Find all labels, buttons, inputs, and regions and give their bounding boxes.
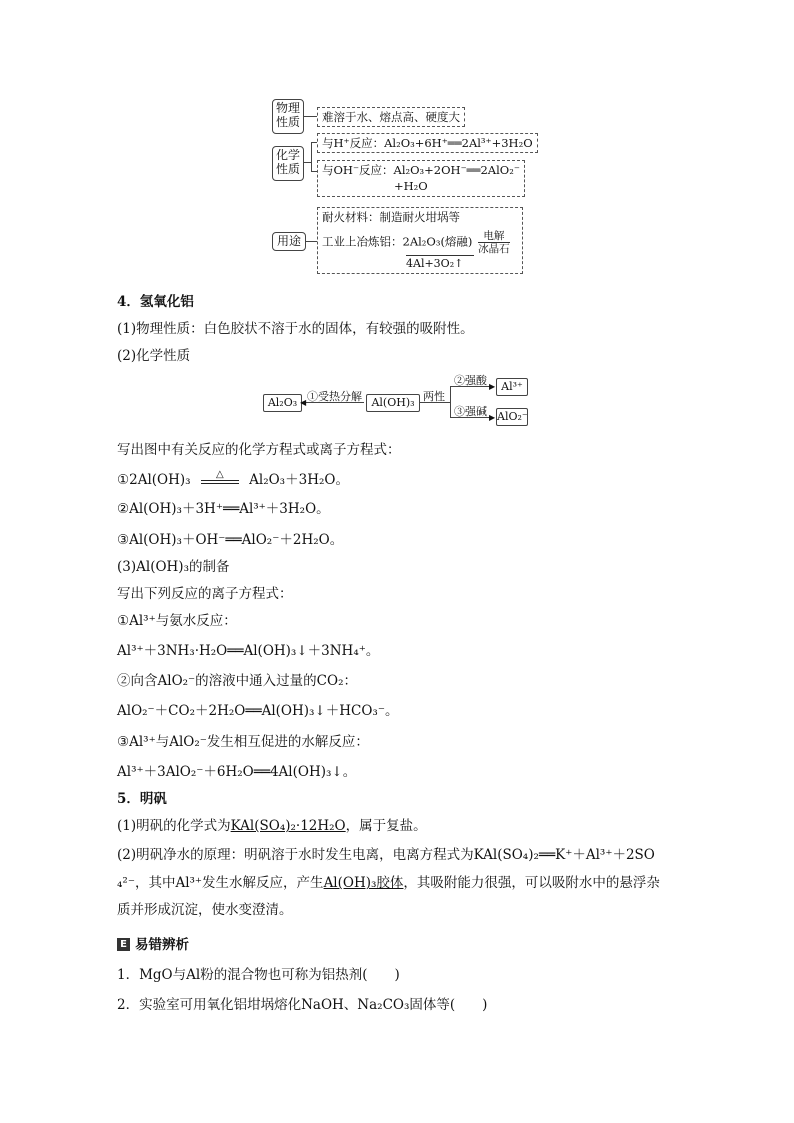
connector (303, 116, 317, 117)
phys-text: 难溶于水、熔点高、硬度大 (317, 107, 465, 127)
use-line1: 耐火材料：制造耐火坩埚等 (322, 210, 460, 224)
eq-intro: 写出图中有关反应的化学方程式或离子方程式： (117, 442, 401, 458)
error-section-icon: E (117, 938, 130, 951)
section-5-p2-line1: (2)明矾净水的原理：明矾溶于水时发生电离，电离方程式为KAl(SO₄)₂══K⁺＋Al³⁺＋2SO (117, 847, 655, 863)
flow-al2o3: Al₂O₃ (263, 394, 302, 412)
branch-vertical (450, 386, 451, 418)
phys-label-text: 物理性质 (275, 101, 300, 129)
error-section-heading: 易错辨析 (135, 937, 189, 953)
use-line2 (322, 230, 518, 255)
eq-1-left: ①2Al(OH)₃ (117, 472, 191, 488)
error-q1: 1．MgO与Al粉的混合物也可称为铝热剂( ) (117, 967, 400, 983)
eq-p3: (3)Al(OH)₃的制备 (117, 559, 230, 575)
chem-h-text: 与H⁺反应：Al₂O₃+6H⁺══2Al³⁺+3H₂O (317, 133, 538, 153)
section-5-p2-line2 (117, 874, 660, 892)
reaction-1: ①Al³⁺与氨水反应： (117, 613, 237, 629)
double-line (201, 480, 239, 484)
eq-1-condition (201, 470, 239, 489)
flow-aloh3: Al(OH)₃ (366, 394, 420, 412)
use-box (317, 207, 523, 274)
use-label (272, 232, 306, 251)
chem-label-text: 化学性质 (275, 148, 300, 176)
alum-formula: KAl(SO₄)₂·12H₂O (230, 818, 346, 834)
arrow-head-right-icon: ▶ (489, 382, 496, 391)
chem-oh-line1: 与OH⁻反应：Al₂O₃+2OH⁻══2AlO₂⁻ (322, 163, 520, 177)
reaction-3: ③Al³⁺与AlO₂⁻发生相互促进的水解反应： (117, 734, 369, 750)
cond-bot: 冰晶石 (478, 243, 510, 255)
colloid-term: Al(OH)₃胶体 (323, 875, 404, 891)
reaction-1-eq: Al³⁺＋3NH₃·H₂O══Al(OH)₃↓＋3NH₄⁺。 (117, 643, 380, 659)
error-q2: 2．实验室可用氧化铝坩埚熔化NaOH、Na₂CO₃固体等( ) (117, 997, 488, 1013)
section-5-p1-a: (1)明矾的化学式为 (117, 818, 231, 834)
eq-intro2: 写出下列反应的离子方程式： (117, 586, 293, 602)
heat-symbol: △ (215, 469, 224, 480)
eq-3: ③Al(OH)₃＋OH⁻══AlO₂⁻＋2H₂O。 (117, 532, 344, 548)
connector (311, 142, 312, 172)
eq-1 (117, 470, 349, 489)
section-5-p2-b: ₄²⁻，其中Al³⁺发生水解反应，产生 (117, 875, 324, 891)
connector (305, 241, 317, 242)
phys-label (272, 99, 304, 134)
arrow-head-right-icon: ▶ (489, 413, 496, 422)
section-5-p2-c: ，其吸附能力很强，可以吸附水中的悬浮杂 (403, 875, 660, 891)
section-4-p2: (2)化学性质 (117, 348, 191, 364)
flow-amph-label: 两性 (423, 390, 445, 403)
chem-label (272, 146, 304, 181)
reaction-2-eq: AlO₂⁻＋CO₂＋2H₂O══Al(OH)₃↓＋HCO₃⁻。 (117, 703, 399, 719)
cond-top: 电解 (478, 230, 510, 243)
section-4-heading: 4．氢氧化铝 (117, 294, 194, 310)
section-5-p1-b: ，属于复盐。 (345, 818, 427, 834)
section-4-p1: (1)物理性质：白色胶状不溶于水的固体，有较强的吸附性。 (117, 321, 474, 337)
flow-heat-label: ①受热分解 (307, 390, 362, 403)
reaction-2: ②向含AlO₂⁻的溶液中通入过量的CO₂： (117, 673, 357, 689)
flow-al3: Al³⁺ (496, 378, 528, 396)
use-line3: 4Al+3O₂↑ (406, 255, 474, 272)
section-5-heading: 5．明矾 (117, 791, 167, 807)
section-5-p2-line3: 质并形成沉淀，使水变澄清。 (117, 902, 293, 918)
electrolysis-condition (478, 230, 510, 255)
section-5-p1 (117, 817, 427, 835)
reaction-3-eq: Al³⁺＋3AlO₂⁻＋6H₂O══4Al(OH)₃↓。 (117, 764, 357, 780)
flow-acid-label: ②强酸 (454, 374, 487, 387)
chem-oh-line2: +H₂O (394, 179, 428, 193)
flow-base-label: ③强碱 (454, 405, 487, 418)
connector (303, 162, 311, 163)
eq-1-right: Al₂O₃＋3H₂O。 (249, 472, 349, 488)
arrow-head-left-icon: ◀ (300, 398, 307, 407)
flow-alo2: AlO₂⁻ (496, 408, 528, 426)
eq-2: ②Al(OH)₃＋3H⁺══Al³⁺＋3H₂O。 (117, 501, 330, 517)
use-line2-a: 工业上冶炼铝：2Al₂O₃(熔融) (322, 234, 473, 249)
use-label-text: 用途 (276, 234, 301, 248)
chem-oh-text (317, 160, 525, 197)
